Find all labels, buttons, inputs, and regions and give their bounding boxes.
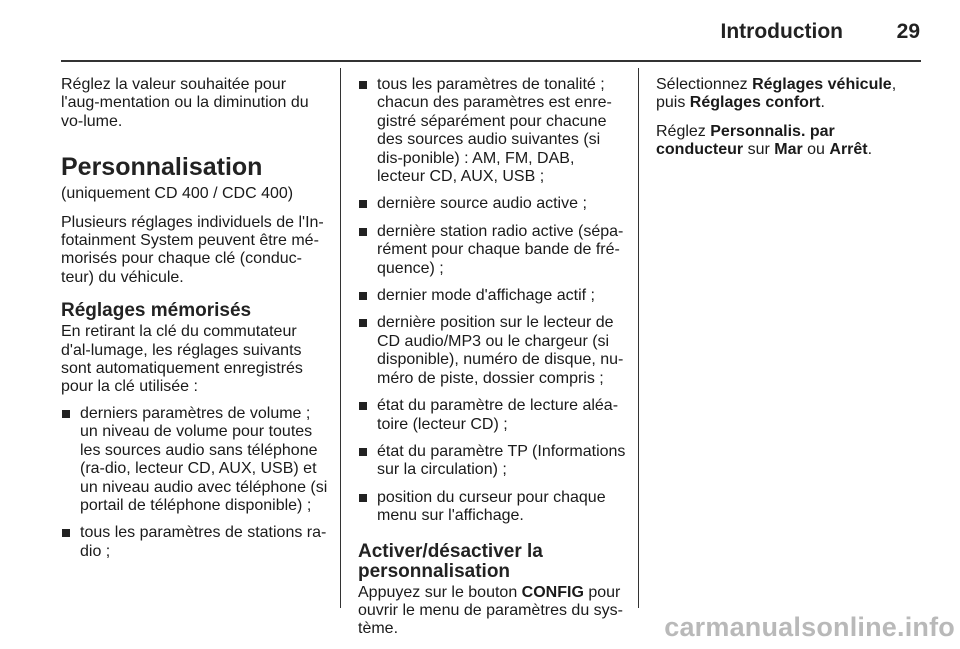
set-text-1: Réglez <box>656 122 711 140</box>
list-item: dernière source audio active ; <box>358 195 626 213</box>
column-separator-2 <box>638 68 639 608</box>
list-item: tous les paramètres de stations ra-dio ; <box>61 524 329 561</box>
page-number: 29 <box>896 20 920 43</box>
header-rule <box>61 60 921 62</box>
list-item: dernière position sur le lecteur de CD audio/MP3 ou le chargeur (si disponible), numéro de disque, nu-méro de piste, dossier compris ; <box>358 314 626 388</box>
set-instructions <box>656 123 924 160</box>
option-arret: Arrêt <box>829 141 868 159</box>
select-instructions <box>656 76 924 113</box>
column-3 <box>656 76 924 170</box>
list-item: dernière station radio active (sépa-rément pour chaque bande de fré-quence) ; <box>358 223 626 278</box>
set-text-3: ou <box>802 141 830 159</box>
section-heading-personnalisation: Personnalisation <box>61 153 263 182</box>
config-button-label: CONFIG <box>521 583 584 601</box>
list-item: tous les paramètres de tonalité ; chacun des paramètres est enre-gistré séparément pour chacune des sources audio suivantes (si dis-ponible) : AM, FM, DAB, lecteur CD, AUX, USB ; <box>358 76 626 186</box>
config-text-after: pour ouvrir le menu de paramètres du sys-tème. <box>358 583 623 638</box>
saved-settings-list-2 <box>358 76 626 526</box>
watermark: carmanualsonline.info <box>664 612 955 642</box>
saved-settings-list-1 <box>61 405 329 561</box>
menu-reglages-confort: Réglages confort <box>689 94 821 112</box>
select-text-3: . <box>820 94 825 112</box>
option-mar: Mar <box>774 141 803 159</box>
page-header-title: Introduction <box>720 20 843 43</box>
subheading-activer-desactiver: Activer/désactiver la personnalisation <box>358 540 543 582</box>
list-item: derniers paramètres de volume ; un niveau de volume pour toutes les sources audio sans téléphone (ra-dio, lecteur CD, AUX, USB) et un niveau audio avec téléphone (si portail de téléphone disponible) ; <box>61 405 329 515</box>
list-item: dernier mode d'affichage actif ; <box>358 287 626 305</box>
select-text-1: Sélectionnez <box>656 76 753 93</box>
column-2 <box>358 76 626 649</box>
set-text-4: . <box>867 141 873 159</box>
select-text-2: , puis <box>656 76 897 112</box>
column-separator-1 <box>340 68 341 608</box>
list-item: état du paramètre TP (Informations sur la circulation) ; <box>358 443 626 480</box>
subheading-reglages-memorises: Réglages mémorisés <box>61 300 252 322</box>
config-text-before: Appuyez sur le bouton <box>358 583 522 601</box>
column-1 <box>61 76 329 570</box>
menu-reglages-vehicule: Réglages véhicule <box>752 76 892 93</box>
option-personnalis-par-conducteur: Personnalis. par conducteur <box>656 122 835 159</box>
list-item: état du paramètre de lecture aléa-toire (lecteur CD) ; <box>358 397 626 434</box>
personnalisation-description: Plusieurs réglages individuels de l'In-fotainment System peuvent être mé-morisés pour chaque clé (conduc-teur) du véhicule. <box>61 213 324 286</box>
scope-note: (uniquement CD 400 / CDC 400) <box>61 185 294 203</box>
reglages-description: En retirant la clé du commutateur d'al-lumage, les réglages suivants sont automatiquement enregistrés pour la clé utilisée : <box>61 323 303 396</box>
intro-paragraph: Réglez la valeur souhaitée pour l'aug-mentation ou la diminution du vo-lume. <box>61 76 309 130</box>
list-item: position du curseur pour chaque menu sur l'affichage. <box>358 489 626 526</box>
set-text-2: sur <box>743 141 775 159</box>
